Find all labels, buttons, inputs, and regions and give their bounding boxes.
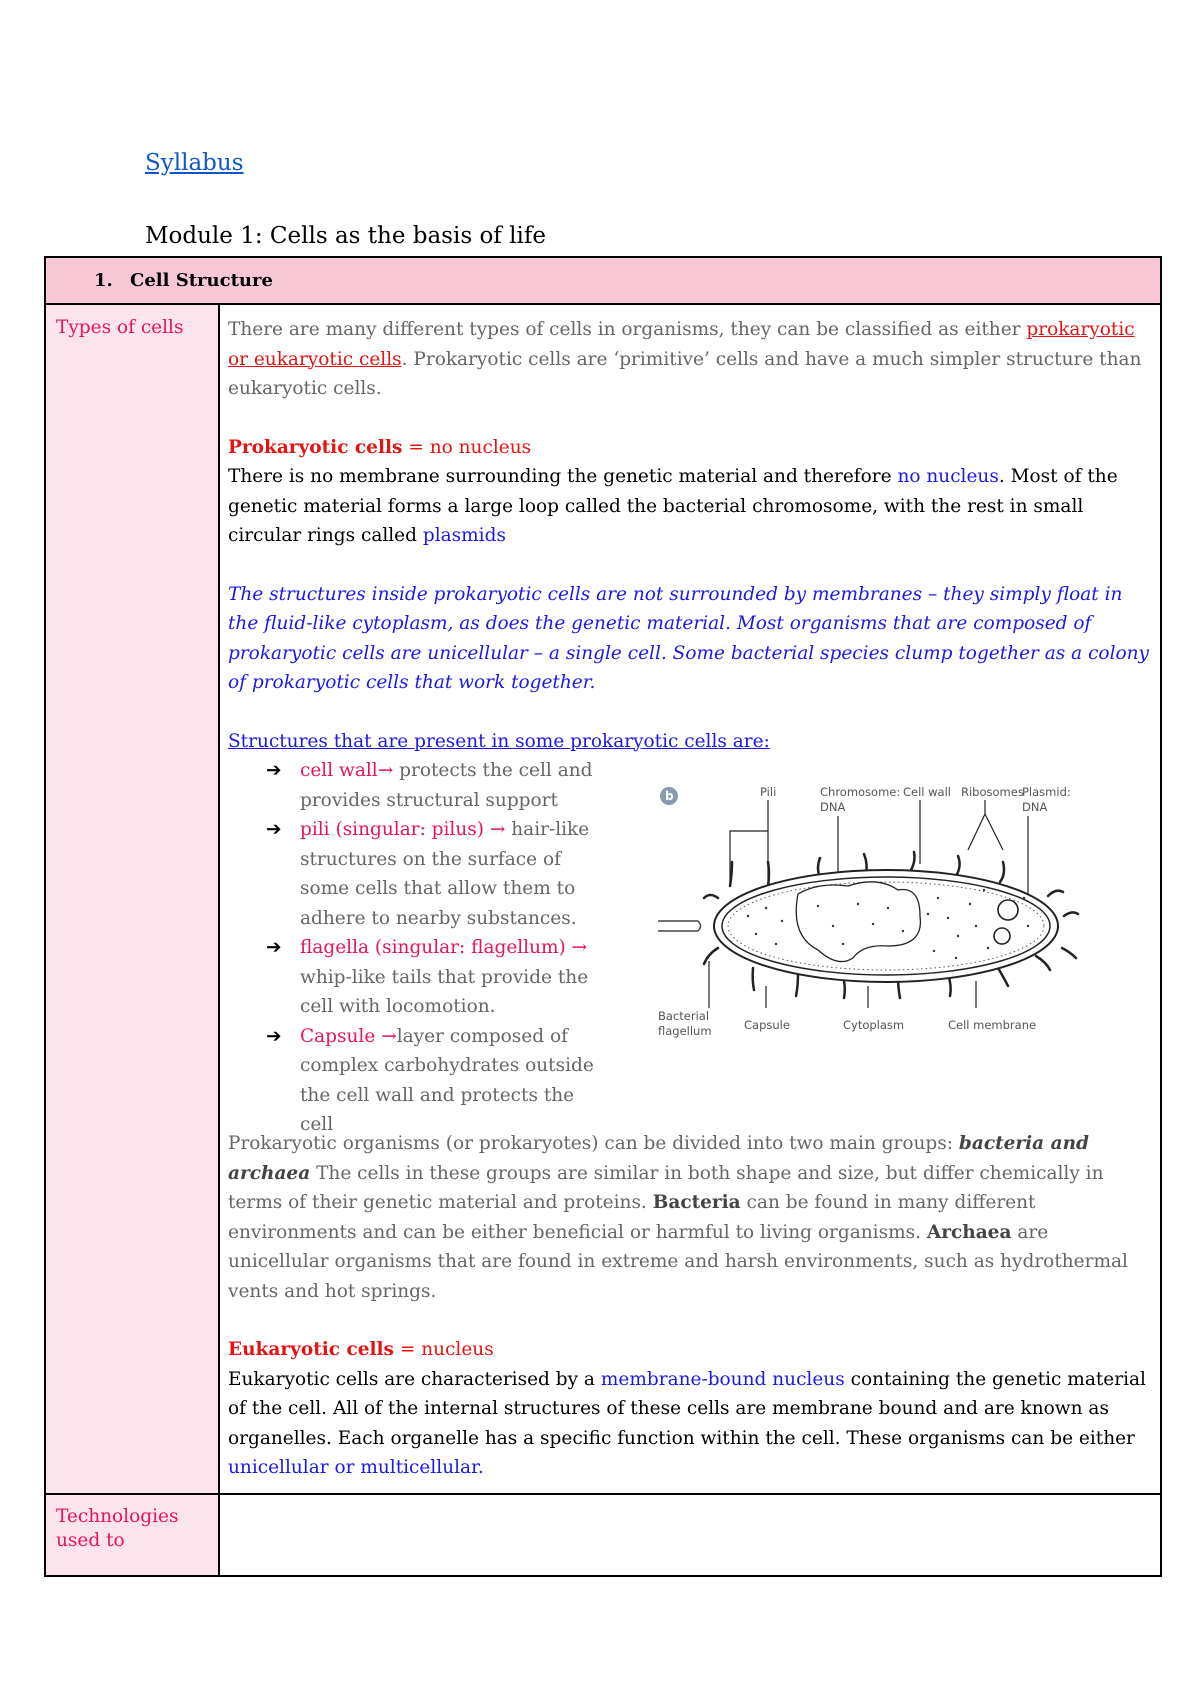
eukaryotic-heading-eq: = nucleus <box>393 1339 494 1360</box>
groups-bold-term: bacteria and archaea <box>228 1133 1089 1184</box>
prokaryotic-heading <box>228 433 1150 463</box>
groups-text-b: The cells in these groups are similar in both shape and size, but differ chemically in terms of their genetic material and proteins. <box>228 1162 1104 1213</box>
syllabus-link[interactable]: Syllabus <box>145 150 244 176</box>
intro-text: There are many different types of cells in organisms, they can be classified as either <box>228 319 1027 340</box>
structure-term: cell wall <box>300 760 378 781</box>
plasmids-term: plasmids <box>422 525 506 546</box>
row-label: Types of cells <box>56 317 184 338</box>
prokaryote-groups-paragraph <box>228 1129 1150 1306</box>
label-chromosome-1: Chromosome: <box>820 786 901 799</box>
list-item <box>266 815 598 933</box>
plasmid <box>998 900 1018 920</box>
table-row <box>45 1494 1161 1576</box>
plasmid <box>994 928 1010 944</box>
prok-text-b: . Most of the genetic material forms a large loop called the bacterial chromosome, with the rest in small circular rings called <box>228 466 1118 546</box>
arrow-bullet-icon: ➔ <box>266 1025 282 1047</box>
label-cell-membrane: Cell membrane <box>948 1018 1037 1032</box>
label-cytoplasm: Cytoplasm <box>843 1018 905 1032</box>
label-capsule: Capsule <box>744 1018 790 1032</box>
structures-heading: Structures that are present in some prokaryotic cells are: <box>228 730 770 752</box>
label-cell-wall: Cell wall <box>903 786 951 799</box>
table-row <box>45 304 1161 1494</box>
structure-arrow: → <box>377 760 394 781</box>
label-plasmid-1: Plasmid: <box>1022 786 1071 799</box>
eukaryotic-paragraph <box>228 1365 1150 1483</box>
label-plasmid-2: DNA <box>1022 800 1048 814</box>
prokaryotic-cell-diagram <box>658 786 1088 1076</box>
prokaryotic-italic-note: The structures inside prokaryotic cells are not surrounded by membranes – they simply float in the fluid-like cytoplasm, as does the genetic material. Most organisms that are composed of prokaryotic cells are unicellular – a single cell. Some bacterial species clump together as a colony of prokaryotic cells that work together. <box>228 583 1149 693</box>
panel-label: b <box>665 789 674 803</box>
intro-paragraph <box>228 315 1150 404</box>
prokaryotic-heading-eq: = no nucleus <box>402 436 532 458</box>
list-item <box>266 756 598 815</box>
structure-arrow: → <box>565 937 588 958</box>
cell-structure-table <box>44 256 1162 1577</box>
prokaryotic-paragraph <box>228 462 1150 551</box>
section-title: Cell Structure <box>130 270 273 291</box>
prok-text-a: There is no membrane surrounding the genetic material and therefore <box>228 466 898 487</box>
module-title: Module 1: Cells as the basis of life <box>145 223 546 249</box>
structure-term: Capsule <box>300 1025 376 1047</box>
label-chromosome-2: DNA <box>820 800 846 814</box>
structures-list <box>266 756 598 1140</box>
structure-desc: whip-like tails that provide the cell with locomotion. <box>300 966 589 1017</box>
section-header <box>45 257 1161 304</box>
label-flagellum-2: flagellum <box>658 1024 712 1038</box>
unicellular-term: unicellular or multicellular. <box>228 1457 484 1478</box>
structure-desc: protects the cell and provides structural support <box>300 760 593 811</box>
no-nucleus-term: no nucleus <box>897 466 999 487</box>
groups-text-a: Prokaryotic organisms (or prokaryotes) can be divided into two main groups: <box>228 1133 959 1154</box>
row-label: Technologies used to <box>56 1505 179 1552</box>
flagellum <box>658 921 701 931</box>
structure-term: pili (singular: pilus) <box>300 819 484 840</box>
structure-arrow: → <box>375 1025 397 1047</box>
row-content-cell <box>219 1494 1161 1576</box>
archaea-term: Archaea <box>926 1221 1012 1243</box>
arrow-bullet-icon: ➔ <box>266 937 282 958</box>
label-flagellum-1: Bacterial <box>658 1009 710 1023</box>
structure-arrow: → <box>483 819 506 840</box>
structure-term: flagella (singular: flagellum) <box>300 937 566 958</box>
section-number: 1. <box>94 270 113 291</box>
row-label-cell <box>45 1494 219 1576</box>
table-header-row <box>45 257 1161 304</box>
euk-text-a: Eukaryotic cells are characterised by a <box>228 1368 601 1390</box>
arrow-bullet-icon: ➔ <box>266 819 282 840</box>
intro-text-end: . Prokaryotic cells are ‘primitive’ cells and have a much simpler structure than eukaryotic cells. <box>228 348 1142 399</box>
label-ribosomes: Ribosomes <box>961 786 1024 799</box>
groups-text-d: are unicellular organisms that are found in extreme and harsh environments, such as hydrothermal vents and hot springs. <box>228 1221 1128 1302</box>
structures-section <box>228 756 1150 1135</box>
prokaryotic-heading-label: Prokaryotic cells <box>228 436 403 458</box>
label-pili: Pili <box>760 786 777 799</box>
eukaryotic-heading <box>228 1335 1150 1365</box>
eukaryotic-heading-label: Eukaryotic cells <box>228 1339 394 1360</box>
list-item <box>266 933 598 1022</box>
list-item <box>266 1022 598 1140</box>
structure-desc: hair-like structures on the surface of some cells that allow them to adhere to nearby substances. <box>300 819 590 929</box>
bacteria-term: Bacteria <box>652 1192 741 1213</box>
cell-types-highlight: prokaryotic or eukaryotic cells <box>228 319 1135 370</box>
row-label-cell <box>45 304 219 1494</box>
euk-text-b: containing the genetic material of the cell. All of the internal structures of these cells are membrane bound and are known as organelles. Each organelle has a specific function within the cell. These organisms can be either <box>228 1368 1146 1449</box>
structure-desc: layer composed of complex carbohydrates outside the cell wall and protects the cell <box>300 1025 594 1135</box>
groups-text-c: can be found in many different environments and can be either beneficial or harmful to living organisms. <box>228 1192 1036 1243</box>
membrane-bound-nucleus-term: membrane-bound nucleus <box>600 1368 845 1390</box>
arrow-bullet-icon: ➔ <box>266 760 282 781</box>
row-content-cell <box>219 304 1161 1494</box>
